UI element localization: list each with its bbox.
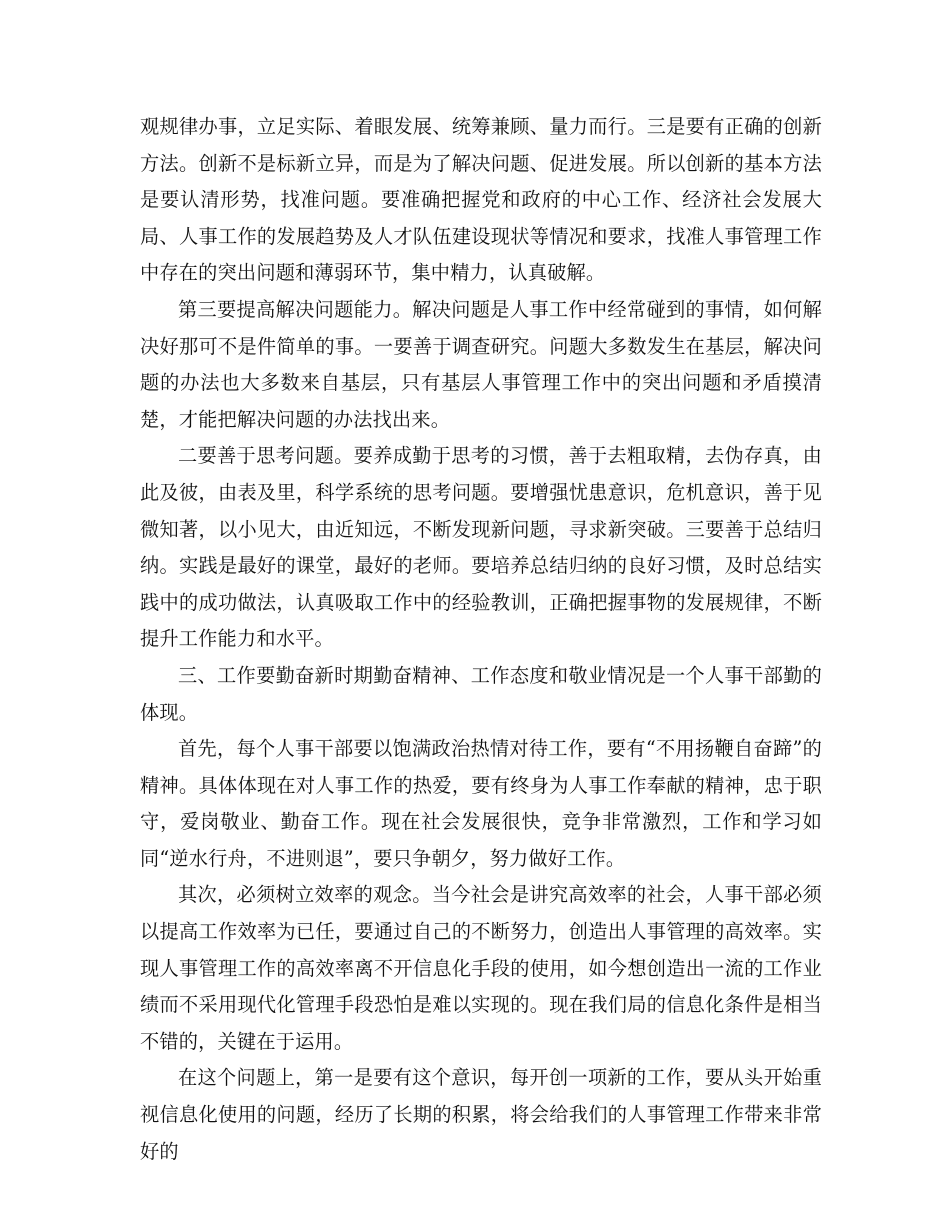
paragraph-6: 其次，必须树立效率的观念。当今社会是讲究高效率的社会，人事干部必须以提高工作效率为已任，要通过自己的不断努力，创造出人事管理的高效率。实现人事管理工作的高效率离不开信息化手段的使用，如今想创造出一流的工作业绩而不采用现代化管理手段恐怕是难以实现的。现在我们局的信息化条件是相当不错的，关键在于运用。	[140, 883, 822, 1053]
paragraph-2: 第三要提高解决问题能力。解决问题是人事工作中经常碰到的事情，如何解决好那可不是件简单的事。一要善于调查研究。问题大多数发生在基层，解决问题的办法也大多数来自基层，只有基层人事管理工作中的突出问题和矛盾摸清楚，才能把解决问题的办法找出来。	[140, 297, 822, 431]
paragraph-7: 在这个问题上，第一是要有这个意识，每开创一项新的工作，要从头开始重视信息化使用的问题，经历了长期的积累，将会给我们的人事管理工作带来非常好的	[140, 1066, 822, 1163]
document-page	[140, 109, 822, 1170]
paragraph-5: 首先，每个人事干部要以饱满政治热情对待工作，要有“不用扬鞭自奋蹄”的精神。具体体现在对人事工作的热爱，要有终身为人事工作奉献的精神，忠于职守，爱岗敬业、勤奋工作。现在社会发展很快，竞争非常激烈，工作和学习如同“逆水行舟，不进则退”，要只争朝夕，努力做好工作。	[140, 737, 822, 870]
paragraph-4: 三、工作要勤奋新时期勤奋精神、工作态度和敬业情况是一个人事干部勤的体现。	[140, 663, 822, 724]
paragraph-3: 二要善于思考问题。要养成勤于思考的习惯，善于去粗取精，去伪存真，由此及彼，由表及里，科学系统的思考问题。要增强忧患意识，危机意识，善于见微知著，以小见大，由近知远，不断发现新问题，寻求新突破。三要善于总结归纳。实践是最好的课堂，最好的老师。要培养总结归纳的良好习惯，及时总结实践中的成功做法，认真吸取工作中的经验教训，正确把握事物的发展规律，不断提升工作能力和水平。	[140, 444, 822, 651]
paragraph-1: 观规律办事，立足实际、着眼发展、统筹兼顾、量力而行。三是要有正确的创新方法。创新不是标新立异，而是为了解决问题、促进发展。所以创新的基本方法是要认清形势，找准问题。要准确把握党和政府的中心工作、经济社会发展大局、人事工作的发展趋势及人才队伍建设现状等情况和要求，找准人事管理工作中存在的突出问题和薄弱环节，集中精力，认真破解。	[140, 115, 822, 285]
